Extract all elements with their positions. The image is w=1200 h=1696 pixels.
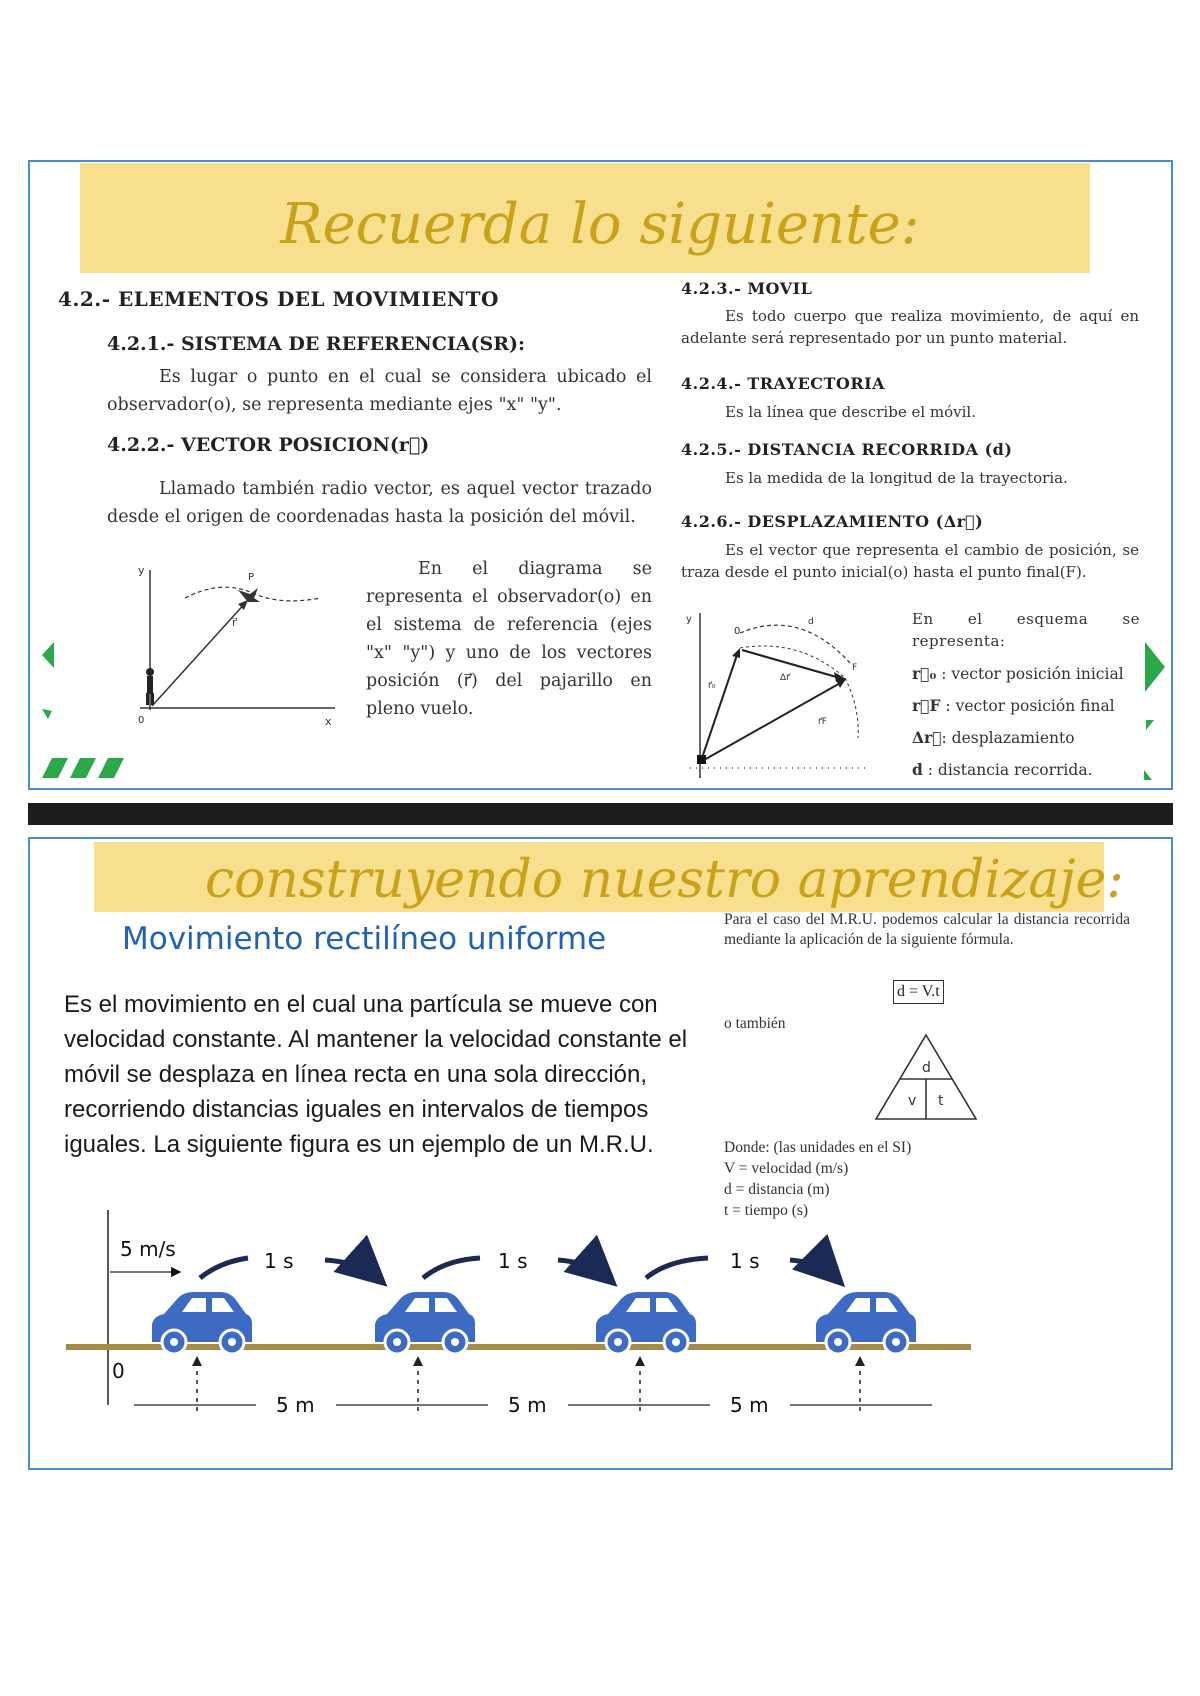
or-text: o también (724, 1015, 786, 1032)
position-vector-diagram (120, 560, 350, 735)
mru-subtitle: Movimiento rectilíneo uniforme (122, 921, 607, 957)
axis-y-label: y (138, 564, 145, 577)
formula-intro: Para el caso del M.R.U. podemos calcular la distancia recorrida mediante la aplicación de la siguiente fórmula. (724, 911, 1130, 948)
interval-label: 1 s (264, 1249, 294, 1273)
speed-label: 5 m/s (120, 1237, 176, 1261)
bird-icon (238, 588, 260, 602)
scheme-intro: En el esquema se representa: (912, 610, 1140, 650)
dvt-triangle (872, 1033, 980, 1123)
origin-zero: 0 (112, 1359, 125, 1383)
legend-row: d : distancia recorrida. (912, 760, 1093, 779)
units-title: Donde: (las unidades en el SI) (724, 1139, 912, 1156)
small-arrow-icon (1144, 718, 1156, 732)
legend-row: r⃗F : vector posición final (912, 696, 1115, 715)
legend-row: Δr⃗: desplazamiento (912, 728, 1075, 747)
section-title-elements: 4.2.- ELEMENTOS DEL MOVIMIENTO (58, 287, 499, 311)
stripes-decoration (42, 758, 132, 780)
triangle-t: t (938, 1093, 944, 1109)
unit-v: V = velocidad (m/s) (724, 1160, 849, 1177)
vp-title: 4.2.2.- VECTOR POSICION(r⃗) (107, 434, 430, 456)
scheme-legend (912, 658, 1152, 786)
interval-label: 1 s (730, 1249, 760, 1273)
point-label: P (248, 572, 255, 583)
bottom-banner-title: construyendo nuestro aprendizaje: (205, 850, 1124, 910)
sr-text: Es lugar o punto en el cual se considera ubicado el observador(o), se representa mediante ejes "x" "y". (107, 367, 652, 415)
scheme-dr-label: Δr⃗ (780, 673, 790, 683)
divider-bar (28, 803, 1173, 825)
small-arrow-icon (1142, 768, 1154, 782)
small-arrow-icon (40, 707, 54, 721)
mru-figure (60, 1200, 980, 1420)
next-arrow-icon[interactable] (1143, 640, 1167, 694)
axis-x-label: x (325, 715, 332, 728)
distancia-title: 4.2.5.- DISTANCIA RECORRIDA (d) (681, 440, 1013, 459)
trayectoria-title: 4.2.4.- TRAYECTORIA (681, 374, 886, 393)
legend-row: r⃗₀ : vector posición inicial (912, 664, 1124, 683)
movil-title: 4.2.3.- MOVIL (681, 279, 813, 298)
displacement-diagram (680, 608, 880, 783)
scheme-o-label: 0 (734, 626, 741, 637)
scheme-d-label: d (808, 617, 814, 627)
prev-arrow-icon[interactable] (40, 640, 56, 670)
scheme-rf-label: r⃗F (818, 717, 827, 727)
scheme-r0-label: r⃗₀ (708, 681, 716, 691)
diagram-text: En el diagrama se representa el observador(o) en el sistema de referencia (ejes "x" "y") y uno de los vectores posición (r⃗) del pajarillo en pleno vuelo. (366, 559, 652, 719)
origin-label: 0 (138, 715, 145, 726)
unit-d: d = distancia (m) (724, 1181, 830, 1198)
desplazamiento-text: Es el vector que representa el cambio de posición, se traza desde el punto inicial(o) hasta el punto final(F). (681, 541, 1139, 581)
distance-label: 5 m (276, 1393, 315, 1417)
trayectoria-text: Es la línea que describe el móvil. (725, 403, 977, 421)
mru-body: Es el movimiento en el cual una partícula se mueve con velocidad constante. Al mantener la velocidad constante el móvil se desplaza en línea recta en una sola dirección, recorriendo distancias iguales en intervalos de tiempos iguales. La siguiente figura es un ejemplo de un M.R.U. (64, 991, 688, 1158)
distance-label: 5 m (730, 1393, 769, 1417)
triangle-d: d (922, 1060, 931, 1076)
top-banner-title: Recuerda lo siguiente: (280, 192, 920, 257)
scheme-y-label: y (686, 614, 692, 625)
interval-label: 1 s (498, 1249, 528, 1273)
movil-text: Es todo cuerpo que realiza movimiento, de aquí en adelante será representado por un punto material. (681, 307, 1139, 347)
scheme-f-label: F (852, 663, 858, 673)
desplazamiento-title: 4.2.6.- DESPLAZAMIENTO (Δr⃗) (681, 512, 984, 531)
vector-label: r⃗ (232, 616, 237, 629)
unit-t: t = tiempo (s) (724, 1202, 809, 1219)
distance-label: 5 m (508, 1393, 547, 1417)
sr-title: 4.2.1.- SISTEMA DE REFERENCIA(SR): (107, 333, 526, 355)
vp-text: Llamado también radio vector, es aquel vector trazado desde el origen de coordenadas hasta la posición del móvil. (107, 479, 652, 527)
triangle-v: v (908, 1093, 917, 1109)
distancia-text: Es la medida de la longitud de la trayectoria. (725, 469, 1068, 487)
formula-box: d = V.t (893, 980, 944, 1004)
